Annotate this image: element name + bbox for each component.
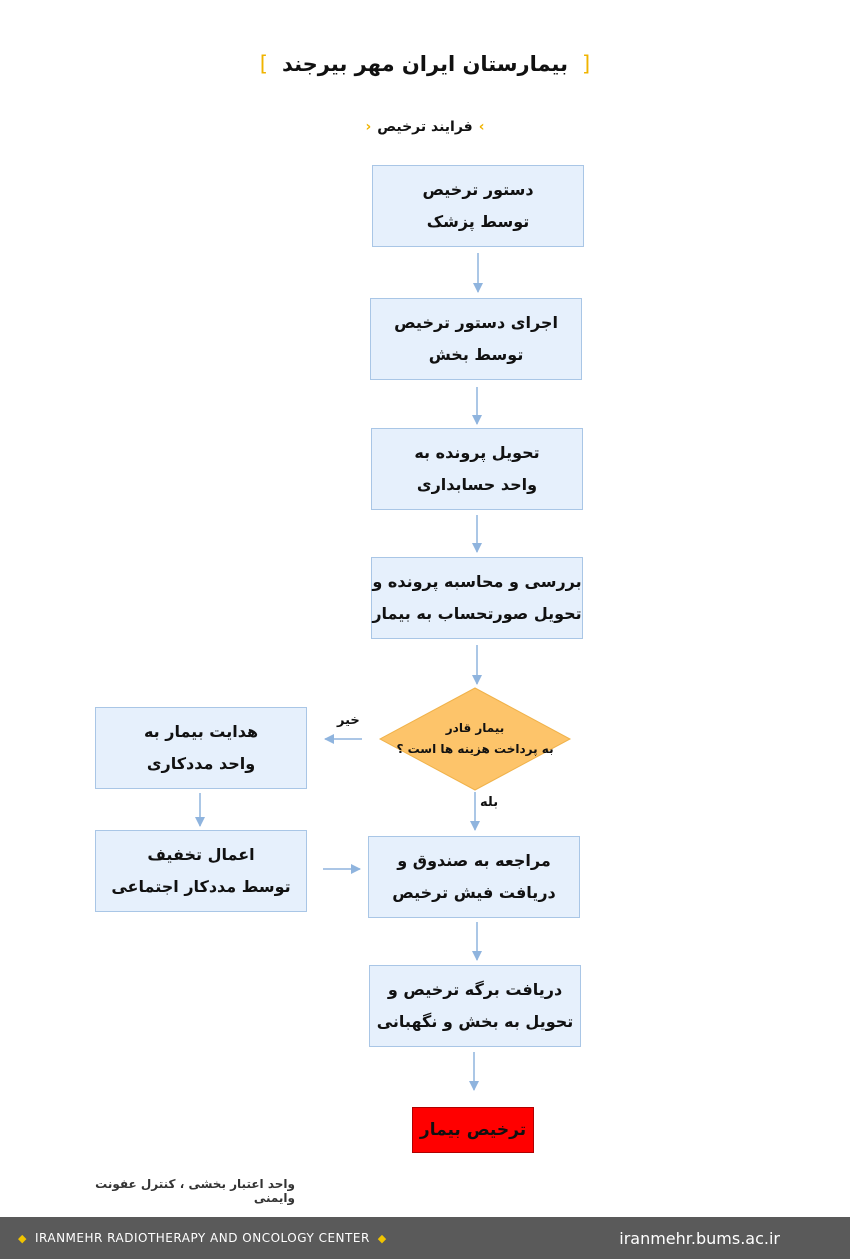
step-discharge-sheet: [369, 965, 581, 1047]
final-discharge-box: ترخیص بیمار: [412, 1107, 534, 1153]
website-link[interactable]: iranmehr.bums.ac.ir: [619, 1228, 780, 1248]
step-line: واحد مددکاری: [146, 754, 256, 773]
chevron-right-icon: ›: [478, 119, 485, 135]
step-cashier-receipt: [368, 836, 580, 918]
step-line: توسط بخش: [428, 345, 524, 364]
step-line: توسط مددکار اجتماعی: [111, 877, 291, 896]
footer-bar: [0, 1217, 850, 1259]
step-line: اجرای دستور ترخیص: [394, 313, 558, 332]
step-line: تحویل صورتحساب به بیمار: [372, 604, 582, 623]
step-billing-review: [371, 557, 583, 639]
decision-text: [380, 688, 570, 790]
step-line: دریافت فیش ترخیص: [392, 883, 556, 902]
step-line: هدایت بیمار به: [143, 722, 259, 741]
chevron-left-icon: ‹: [365, 119, 372, 135]
decision-yes-label: بله: [480, 795, 499, 810]
step-order-execution: [370, 298, 582, 380]
diamond-icon: ◆: [18, 1231, 27, 1245]
decision-line: به پرداخت هزینه ها است ؟: [396, 742, 554, 756]
step-apply-discount: [95, 830, 307, 912]
step-line: اعمال تخفیف: [147, 845, 255, 864]
center-name-text: IRANMEHR RADIOTHERAPY AND ONCOLOGY CENTER: [34, 1231, 370, 1245]
step-line: تحویل به بخش و نگهبانی: [376, 1012, 574, 1031]
step-discharge-order: [372, 165, 584, 247]
step-line: بررسی و محاسبه پرونده و: [372, 572, 582, 591]
step-line: دستور ترخیص: [422, 180, 534, 199]
hospital-name: بیمارستان ایران مهر بیرجند: [281, 52, 569, 76]
title-bracket-close: ]: [259, 52, 268, 76]
step-line: دریافت برگه ترخیص و: [387, 980, 563, 999]
diamond-icon: ◆: [377, 1231, 387, 1245]
step-line: تحویل پرونده به: [414, 443, 540, 462]
step-refer-social-work: [95, 707, 307, 789]
decision-no-label: خیر: [337, 713, 360, 728]
step-line: توسط پزشک: [426, 212, 530, 231]
title-bracket-open: [: [582, 52, 591, 76]
decision-line: بیمار قادر: [445, 721, 505, 735]
step-line: واحد حسابداری: [416, 475, 538, 494]
footnote-unit: واحد اعتبار بخشی ، کنترل عفونت وایمنی: [95, 1177, 295, 1205]
subtitle-text: فرایند ترخیص: [377, 119, 473, 135]
footer-center-name: [10, 1217, 395, 1259]
step-file-to-accounting: [371, 428, 583, 510]
step-line: مراجعه به صندوق و: [397, 851, 551, 870]
